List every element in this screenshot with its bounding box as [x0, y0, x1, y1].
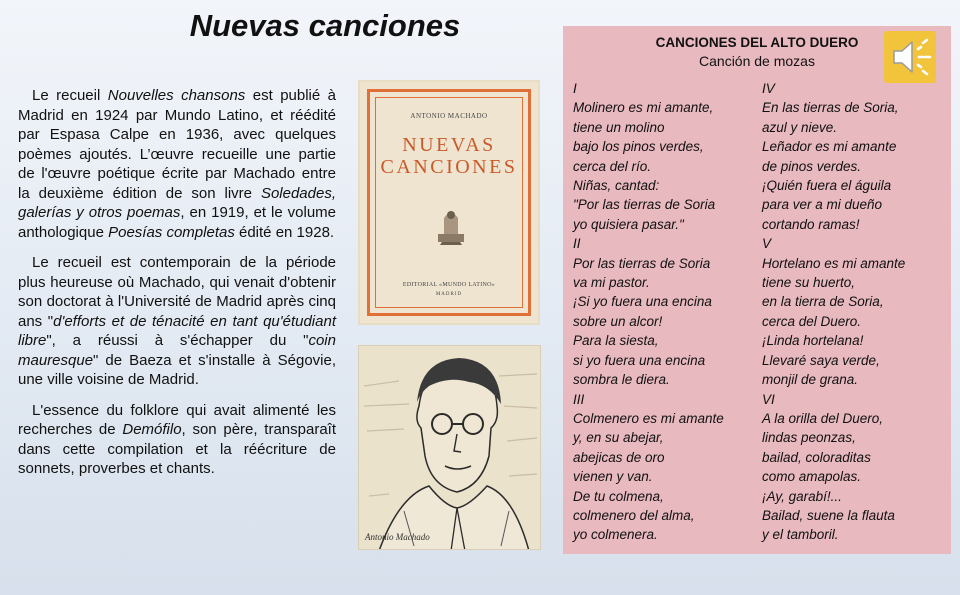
- poem-subheading: Canción de mozas: [699, 53, 815, 69]
- cover-publisher: EDITORIAL «MUNDO LATINO»: [402, 282, 496, 288]
- body-text: [18, 86, 336, 490]
- poem-line: para ver a mi dueño: [762, 197, 883, 213]
- poem-line: Por las tierras de Soria: [573, 255, 711, 271]
- poem-line: yo colmenera.: [573, 527, 658, 543]
- poem-line: A la orilla del Duero,: [762, 410, 884, 426]
- poem-panel: [563, 26, 951, 554]
- poem-line: monjil de grana.: [762, 372, 859, 388]
- portrait-drawing: [359, 346, 541, 550]
- speaker-icon: [884, 31, 936, 83]
- text-run: , en 1919, et le volume anthologique: [18, 204, 337, 241]
- cover-title-line1: NUEVAS: [402, 134, 496, 156]
- stanza-number: II: [573, 236, 581, 252]
- stanza-number: V: [762, 236, 772, 252]
- poem-line: tiene un molino: [573, 119, 665, 135]
- poem-line: sombra le diera.: [573, 372, 670, 388]
- poem-line: y el tamboril.: [762, 527, 839, 543]
- poem-line: bailad, coloraditas: [762, 449, 871, 465]
- poem-line: cerca del Duero.: [762, 313, 862, 329]
- poem-line: abejicas de oro: [573, 449, 665, 465]
- poem-line: Molinero es mi amante,: [573, 100, 714, 116]
- poem-line: va mi pastor.: [573, 275, 650, 291]
- book-cover-image: [358, 80, 540, 325]
- poem-line: lindas peonzas,: [762, 430, 856, 446]
- page-title: Nuevas canciones: [189, 8, 461, 43]
- paragraph-2: [18, 253, 336, 390]
- poem-line: en la tierra de Soria,: [762, 294, 884, 310]
- poem-line: yo quisiera pasar.": [573, 216, 684, 232]
- poem-line: si yo fuera una encina: [573, 352, 706, 368]
- poem-line: Bailad, suene la flauta: [762, 507, 895, 523]
- italic-run: d'efforts et de ténacité en tant qu'étudiant libre: [18, 312, 336, 349]
- poem-line: como amapolas.: [762, 469, 862, 485]
- text-run: est publié à Madrid en 1924 par Mundo Latino, et réédité par Espasa Calpe en 1936, avec quelques poèmes ajoutés. L’œuvre recueille une partie de l'œuvre poétique écrite par Machado entre la deuxième édition de son livre: [18, 87, 337, 202]
- text-run: L'essence du folklore qui avait alimenté les recherches de: [18, 401, 336, 438]
- text-run: ", a réussi à s'échapper du ": [46, 332, 309, 349]
- poem-line: cerca del río.: [573, 158, 652, 174]
- italic-run: Soledades, galerías y otros poemas: [18, 184, 336, 221]
- poem-heading: CANCIONES DEL ALTO DUERO: [655, 35, 859, 50]
- poem-column-2: [762, 79, 952, 545]
- poem-line: azul y nieve.: [762, 119, 838, 135]
- paragraph-1: [18, 86, 336, 242]
- italic-run: coin mauresque: [18, 332, 336, 369]
- poem-line: colmenero del alma,: [573, 507, 695, 523]
- poem-line: ¡Linda hortelana!: [762, 333, 864, 349]
- poem-line: De tu colmena,: [573, 488, 664, 504]
- cover-emblem-icon: [432, 204, 470, 246]
- poem-line: Niñas, cantad:: [573, 178, 660, 194]
- stanza-number: IV: [762, 81, 775, 96]
- poem-line: ¡Quién fuera el águila: [762, 178, 892, 194]
- stanza-number: I: [573, 81, 577, 96]
- italic-run: Nouvelles chansons: [107, 87, 246, 104]
- portrait-sketch-image: [358, 345, 541, 550]
- poem-line: "Por las tierras de Soria: [573, 197, 716, 213]
- portrait-signature: Antonio Machado: [365, 532, 430, 542]
- cover-city: MADRID: [435, 292, 463, 297]
- stanza-number: III: [573, 391, 585, 407]
- poem-line: Para la siesta,: [573, 333, 659, 349]
- paragraph-3: [18, 401, 336, 479]
- audio-speaker-button[interactable]: [884, 31, 936, 83]
- cover-title-line2: CANCIONES: [380, 156, 518, 178]
- text-run: édité en 1928.: [234, 223, 335, 241]
- poem-line: Llevaré saya verde,: [762, 352, 880, 368]
- poem-line: Leñador es mi amante: [762, 139, 897, 155]
- poem-line: En las tierras de Soria,: [762, 100, 899, 116]
- poem-line: Colmenero es mi amante: [573, 410, 724, 426]
- poem-line: y, en su abejar,: [573, 430, 664, 446]
- poem-column-1: [573, 79, 763, 545]
- poem-line: bajo los pinos verdes,: [573, 139, 704, 155]
- text-run: , son père, transparaît dans cette compilation et la réécriture de sonnets, proverbes et chants.: [18, 421, 336, 477]
- poem-line: vienen y van.: [573, 469, 653, 485]
- poem-line: ¡Ay, garabí!...: [762, 488, 842, 504]
- italic-run: Demófilo: [122, 421, 182, 438]
- cover-author: ANTONIO MACHADO: [410, 112, 488, 120]
- italic-run: Poesías completas: [108, 223, 235, 241]
- poem-line: de pinos verdes.: [762, 158, 862, 174]
- poem-line: Hortelano es mi amante: [762, 255, 906, 271]
- text-run: Le recueil est contemporain de la période plus heureuse où Machado, qui venait d'obtenir son doctorat à l'Université de Madrid après cinq ans ": [18, 254, 336, 330]
- poem-line: tiene su huerto,: [762, 275, 856, 291]
- text-run: " de Baeza et s'installe à Ségovie, une ville voisine de Madrid.: [18, 351, 336, 388]
- poem-line: sobre un alcor!: [573, 313, 663, 329]
- stanza-number: VI: [762, 391, 775, 407]
- poem-line: cortando ramas!: [762, 216, 860, 232]
- text-run: Le recueil: [32, 87, 108, 104]
- poem-line: ¡Si yo fuera una encina: [573, 294, 712, 310]
